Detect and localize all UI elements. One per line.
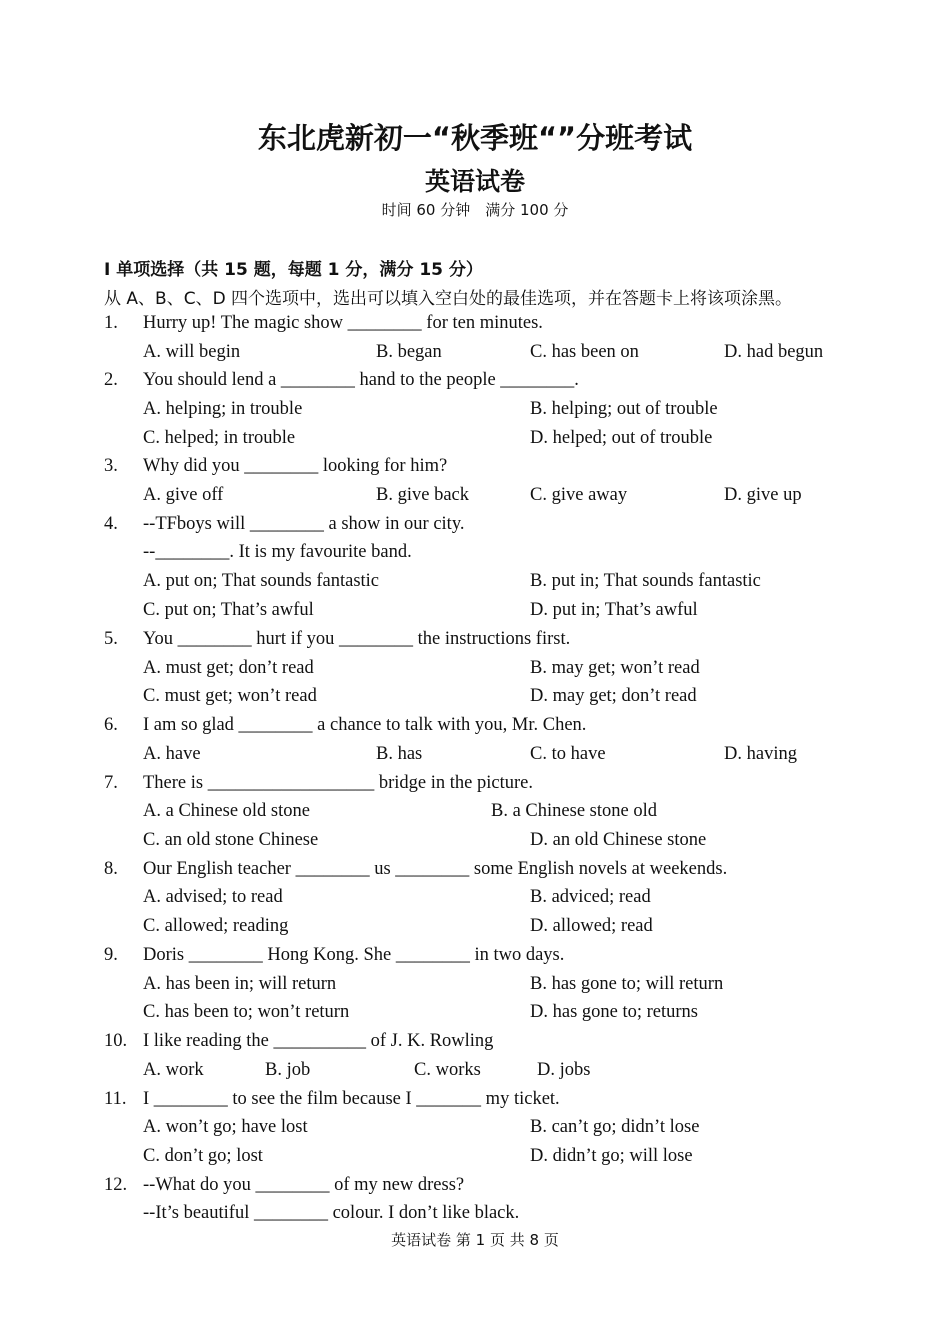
option-d: D. an old Chinese stone [530, 830, 707, 850]
question-number: 10. [104, 1031, 128, 1051]
question-number: 8. [104, 859, 118, 879]
option-a: A. will begin [143, 342, 241, 362]
option-a: A. must get; don’t read [143, 658, 314, 678]
question-number: 11. [104, 1089, 127, 1109]
question-stem: Why did you ________ looking for him? [143, 456, 448, 476]
question-number: 6. [104, 715, 118, 735]
option-d: D. has gone to; returns [530, 1002, 699, 1022]
option-b: B. a Chinese stone old [491, 801, 657, 821]
exam-title: 东北虎新初一“秋季班“”分班考试 [257, 121, 693, 155]
option-b: B. can’t go; didn’t lose [530, 1117, 700, 1137]
option-d: D. jobs [537, 1060, 591, 1080]
option-c: C. to have [530, 744, 606, 764]
option-c: C. helped; in trouble [143, 428, 296, 448]
question-stem: I am so glad ________ a chance to talk with you, Mr. Chen. [143, 715, 587, 735]
option-b: B. give back [376, 485, 469, 505]
option-a: A. helping; in trouble [143, 399, 303, 419]
option-d: D. allowed; read [530, 916, 653, 936]
option-b: B. helping; out of trouble [530, 399, 718, 419]
option-c: C. don’t go; lost [143, 1146, 263, 1166]
question-number: 5. [104, 629, 118, 649]
question-stem: Doris ________ Hong Kong. She ________ in two days. [143, 945, 565, 965]
option-c: C. has been to; won’t return [143, 1002, 350, 1022]
option-b: B. job [265, 1060, 311, 1080]
option-d: D. had begun [724, 342, 824, 362]
option-d: D. helped; out of trouble [530, 428, 713, 448]
section-instructions: 从 A、B、C、D 四个选项中，选出可以填入空白处的最佳选项，并在答题卡上将该项涂黑。 [104, 289, 793, 309]
section-heading: Ⅰ 单项选择（共 15 题，每题 1 分，满分 15 分） [104, 260, 483, 280]
question-number: 4. [104, 514, 118, 534]
option-a: A. won’t go; have lost [143, 1117, 308, 1137]
question-stem: Hurry up! The magic show ________ for ten minutes. [143, 313, 543, 333]
option-b: B. has gone to; will return [530, 974, 724, 994]
option-a: A. advised; to read [143, 887, 283, 907]
option-c: C. an old stone Chinese [143, 830, 319, 850]
question-stem-line2: --It’s beautiful ________ colour. I don’t like black. [143, 1203, 520, 1223]
option-d: D. put in; That’s awful [530, 600, 698, 620]
question-number: 3. [104, 456, 118, 476]
question-stem: I like reading the __________ of J. K. Rowling [143, 1031, 494, 1051]
option-c: C. allowed; reading [143, 916, 289, 936]
option-c: C. has been on [530, 342, 639, 362]
question-stem: There is __________________ bridge in the picture. [143, 773, 533, 793]
option-c: C. put on; That’s awful [143, 600, 314, 620]
question-stem: --What do you ________ of my new dress? [143, 1175, 465, 1195]
option-a: A. have [143, 744, 201, 764]
page-footer: 英语试卷 第 1 页 共 8 页 [391, 1231, 559, 1249]
question-stem: I ________ to see the film because I _______ my ticket. [143, 1089, 560, 1109]
question-number: 7. [104, 773, 118, 793]
question-number: 9. [104, 945, 118, 965]
option-a: A. has been in; will return [143, 974, 337, 994]
option-d: D. having [724, 744, 797, 764]
option-b: B. adviced; read [530, 887, 651, 907]
option-b: B. began [376, 342, 442, 362]
question-stem: You ________ hurt if you ________ the instructions first. [143, 629, 571, 649]
option-b: B. has [376, 744, 423, 764]
question-number: 12. [104, 1175, 128, 1195]
option-c: C. must get; won’t read [143, 686, 317, 706]
exam-meta: 时间 60 分钟 满分 100 分 [381, 201, 569, 219]
option-a: A. work [143, 1060, 204, 1080]
question-number: 1. [104, 313, 118, 333]
option-d: D. give up [724, 485, 802, 505]
question-stem: --TFboys will ________ a show in our city. [143, 514, 465, 534]
question-number: 2. [104, 370, 118, 390]
option-d: D. may get; don’t read [530, 686, 697, 706]
option-c: C. give away [530, 485, 628, 505]
option-c: C. works [414, 1060, 481, 1080]
option-b: B. may get; won’t read [530, 658, 700, 678]
option-a: A. a Chinese old stone [143, 801, 310, 821]
option-a: A. put on; That sounds fantastic [143, 571, 380, 591]
question-stem: Our English teacher ________ us ________ some English novels at weekends. [143, 859, 728, 879]
question-stem: You should lend a ________ hand to the people ________. [143, 370, 579, 390]
question-stem-line2: --________. It is my favourite band. [143, 542, 412, 562]
option-a: A. give off [143, 485, 224, 505]
option-b: B. put in; That sounds fantastic [530, 571, 761, 591]
exam-subtitle: 英语试卷 [424, 167, 525, 196]
option-d: D. didn’t go; will lose [530, 1146, 693, 1166]
